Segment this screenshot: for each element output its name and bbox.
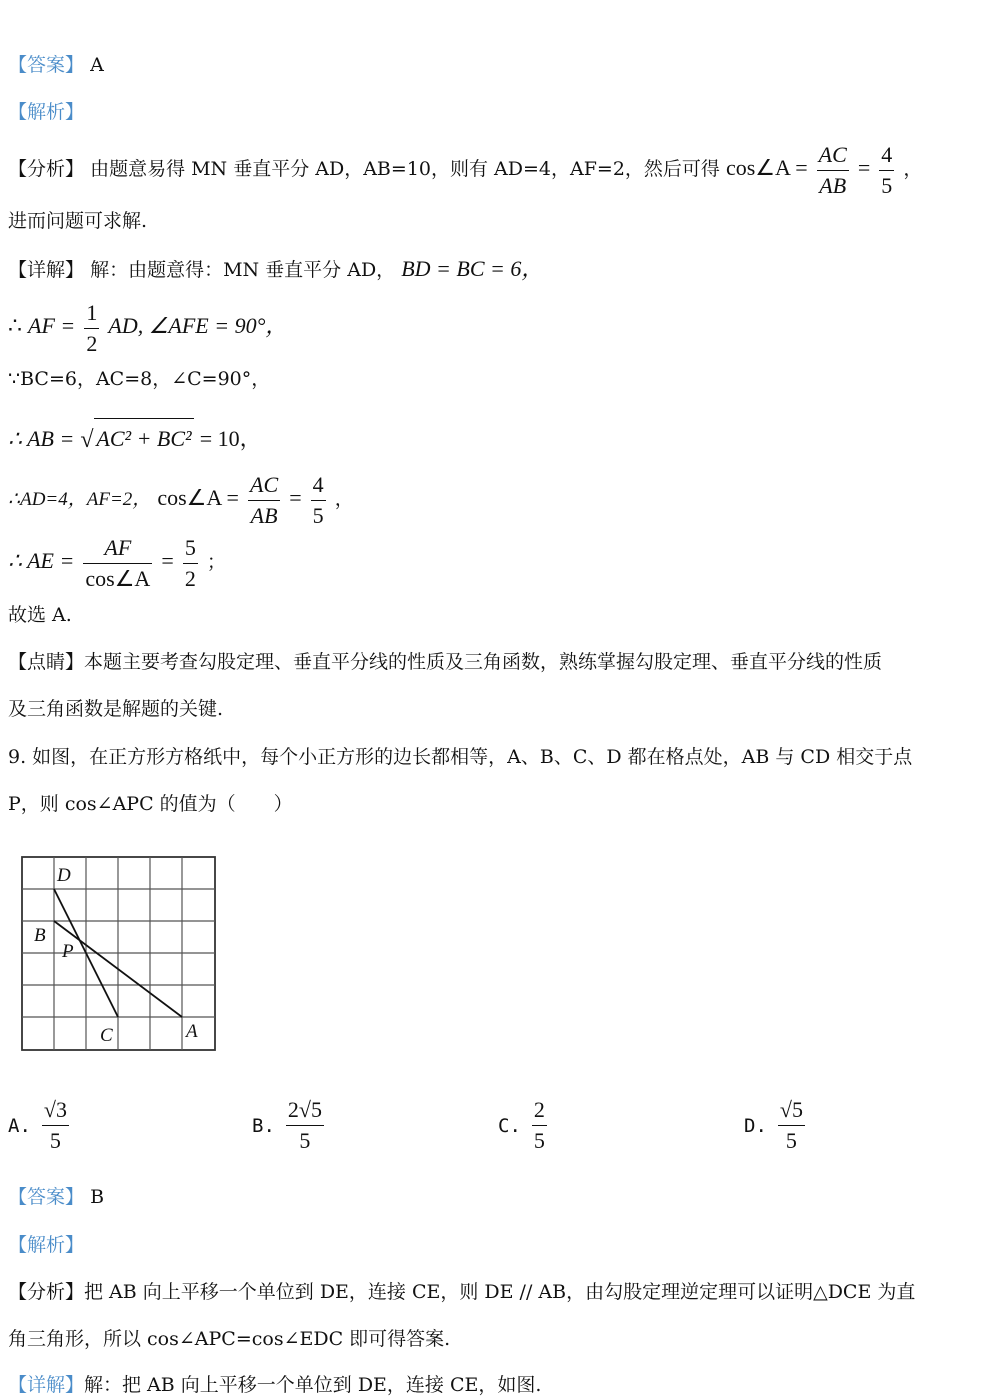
af-tail: AD, ∠AFE = 90°， [108,313,288,338]
q8-fenxi-cont: 进而问题可求解. [8,210,148,232]
label-a: A [186,1021,198,1042]
q8-cos-line [8,468,354,531]
q9-stem-2: P，则 cos∠APC 的值为（ ） [8,793,293,815]
equals-2: = [289,485,302,510]
ad-af: ∴AD=4，AF=2， [8,489,152,510]
frac-ac-ab: $\frac{AC}{AB}$ [817,140,849,201]
ab-pre: ∴ AB = [8,426,75,451]
answer-value-2: B [90,1186,105,1208]
equals: = [857,155,871,180]
label-b: B [34,925,46,946]
fenxi-text: 由题意易得 MN 垂直平分 AD，AB=10，则有 AD=4，AF=2，然后可得 [90,158,720,180]
option-a[interactable]: A. $\frac{√3}{5}$ [8,1095,72,1156]
q8-answer-line [8,52,104,78]
label-p: P [62,941,74,962]
frac-af-cos: $\frac{AF}{\cos\angle A}$ [83,533,152,594]
q9-analysis-line [8,1232,84,1258]
option-b[interactable]: B. $\frac{2√5}{5}$ [252,1095,327,1156]
analysis-tag: 【解析】 [8,101,85,123]
q9-fenxi-text-1: 把 AB 向上平移一个单位到 DE，连接 CE，则 DE // AB，由勾股定理逆定理可以证明△DCE 为直 [84,1281,916,1303]
sqrt-ac-bc: √ AC² + BC² [80,418,193,459]
detail-tag-2: 【详解】 [8,1374,85,1396]
q8-fenxi-line [8,138,922,201]
detail-tag: 【详解】 [8,259,85,281]
label-d: D [57,865,71,886]
q8-conclusion: 故选 A. [8,604,72,626]
q9-fenxi-line [8,1279,915,1305]
q8-given-line: ∵BC=6，AC=8，∠C=90°， [8,368,271,390]
semicolon: ； [206,551,226,573]
equals-3: = [161,548,174,573]
q8-ab-line [8,418,262,460]
therefore-symbol: ∴ [8,313,22,338]
af-eq: AF = [28,313,76,338]
q8-analysis-line [8,99,84,125]
fenxi-tag-2: 【分析】 [8,1281,85,1303]
option-d[interactable]: D. $\frac{√5}{5}$ [744,1095,808,1156]
cos-a-2: cos∠A = [157,485,239,510]
fenxi-tag: 【分析】 [8,158,85,180]
label-c: C [100,1025,113,1046]
frac-1-2: $\frac{1}{2}$ [84,298,99,359]
grid-figure [20,855,218,1053]
analysis-tag-2: 【解析】 [8,1234,85,1256]
detail-intro: 解：由题意得：MN 垂直平分 AD， [90,259,396,281]
answer-tag: 【答案】 [8,54,85,76]
frac-4-5: $\frac{4}{5}$ [879,140,894,201]
q8-dianjing-cont: 及三角函数是解题的关键. [8,698,224,720]
cos-a: cos∠A = [725,155,808,180]
q8-detail-line [8,256,543,283]
option-c[interactable]: C. $\frac{2}{5}$ [498,1095,550,1156]
answer-tag-2: 【答案】 [8,1186,85,1208]
comma: ， [903,158,923,180]
q8-ae-line [8,531,226,594]
q8-af-line [8,296,287,359]
q9-stem-1: 9. 如图，在正方形方格纸中，每个小正方形的边长都相等，A、B、C、D 都在格点处，AB 与 CD 相交于点 [8,746,913,768]
frac-4-5-2: $\frac{4}{5}$ [311,470,326,531]
q9-detail-text: 解：把 AB 向上平移一个单位到 DE，连接 CE，如图. [84,1374,542,1396]
comma-2: ， [334,488,354,510]
q9-answer-line [8,1184,104,1210]
ab-post: = 10， [199,426,262,451]
dianjing-text: 本题主要考查勾股定理、垂直平分线的性质及三角函数，熟练掌握勾股定理、垂直平分线的性质 [84,651,883,673]
ae-eq: ∴ AE = [8,548,75,573]
detail-bd: BD = BC = 6， [401,256,544,281]
q9-fenxi-cont: 角三角形，所以 cos∠APC=cos∠EDC 即可得答案. [8,1328,451,1350]
frac-ac-ab-2: $\frac{AC}{AB}$ [248,470,280,531]
q9-detail-line [8,1372,541,1398]
dianjing-tag: 【点睛】 [8,651,85,673]
frac-5-2: $\frac{5}{2}$ [183,533,198,594]
answer-value: A [90,54,104,76]
q8-dianjing-line [8,649,882,675]
